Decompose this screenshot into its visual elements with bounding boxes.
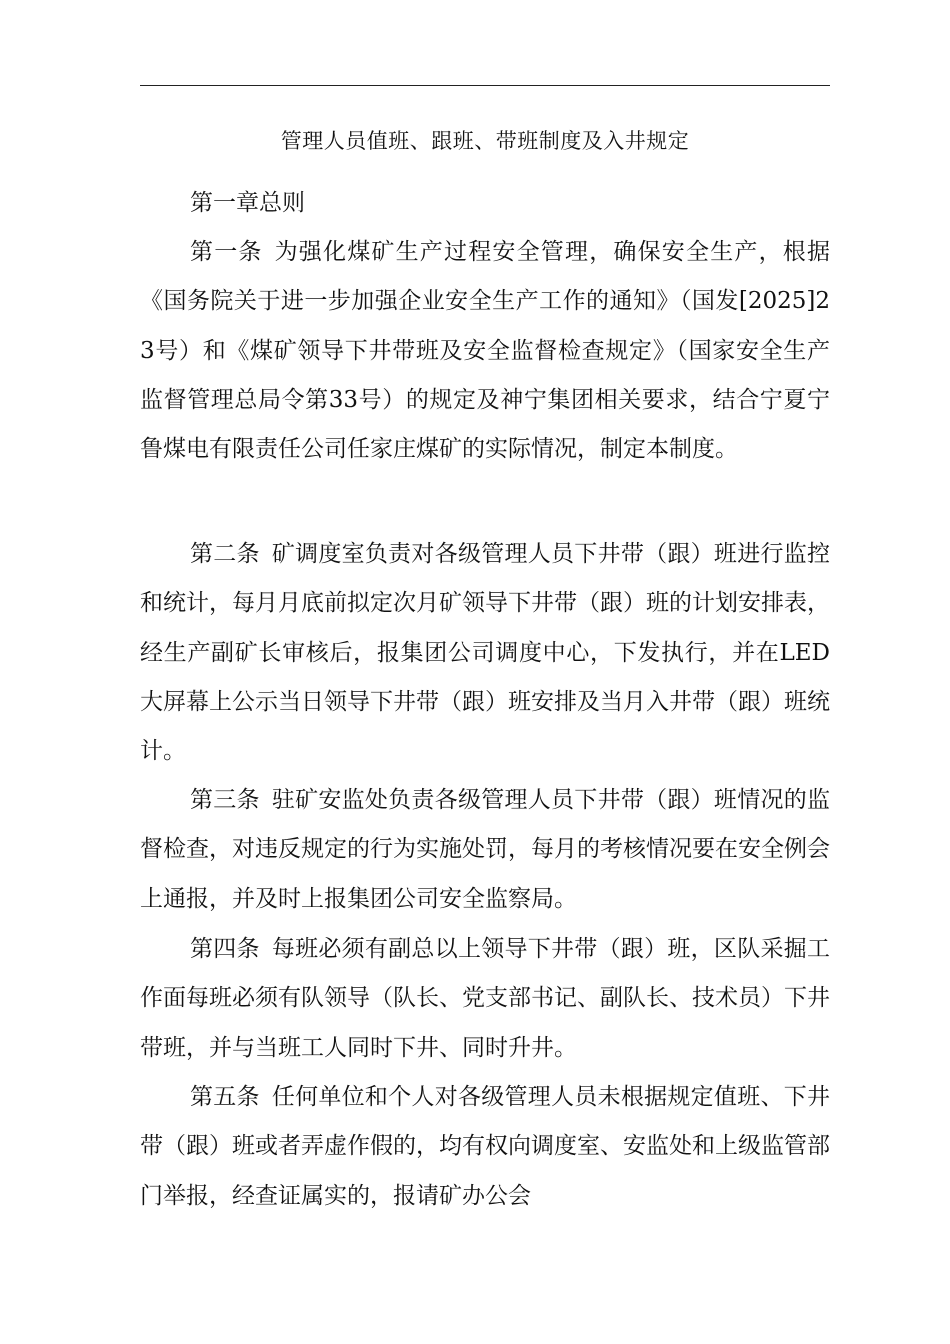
- article-number: 第三条: [190, 787, 260, 813]
- article-text: 驻矿安监处负责各级管理人员下井带（跟）班情况的监督检查，对违反规定的行为实施处罚，每月的考核情况要在安全例会上通报，并及时上报集团公司安全监察局。: [140, 787, 831, 912]
- article-paragraph: [140, 776, 830, 924]
- document-title: 管理人员值班、跟班、带班制度及入井规定: [280, 129, 690, 153]
- article-paragraph: [140, 530, 830, 776]
- header-rule: [140, 85, 830, 86]
- article-text: 任何单位和个人对各级管理人员未根据规定值班、下井带（跟）班或者弄虚作假的，均有权向调度室、安监处和上级监管部门举报，经查证属实的，报请矿办公会: [140, 1084, 831, 1209]
- chapter-heading: 第一章总则: [190, 190, 305, 216]
- article-text: 每班必须有副总以上领导下井带（跟）班，区队采掘工作面每班必须有队领导（队长、党支部书记、副队长、技术员）下井带班，并与当班工人同时下井、同时升井。: [140, 936, 831, 1061]
- article-paragraph: [140, 925, 830, 1073]
- article-number: 第四条: [190, 936, 260, 962]
- article-text: 矿调度室负责对各级管理人员下井带（跟）班进行监控和统计，每月月底前拟定次月矿领导下井带（跟）班的计划安排表，经生产副矿长审核后，报集团公司调度中心，下发执行，并在LED大屏幕上公示当日领导下井带（跟）班安排及当月入井带（跟）班统计。: [140, 541, 831, 765]
- article-number: 第五条: [190, 1084, 260, 1110]
- article-paragraph: [140, 1073, 830, 1221]
- article-number: 第二条: [190, 541, 260, 567]
- article-paragraph: [140, 228, 830, 474]
- article-number: 第一条: [190, 239, 263, 265]
- article-text: 为强化煤矿生产过程安全管理，确保安全生产，根据《国务院关于进一步加强企业安全生产工作的通知》（国发[2025]23号）和《煤矿领导下井带班及安全监督检查规定》（国家安全生产监督管理总局令第33号）的规定及神宁集团相关要求，结合宁夏宁鲁煤电有限责任公司任家庄煤矿的实际情况，制定本制度。: [140, 239, 831, 463]
